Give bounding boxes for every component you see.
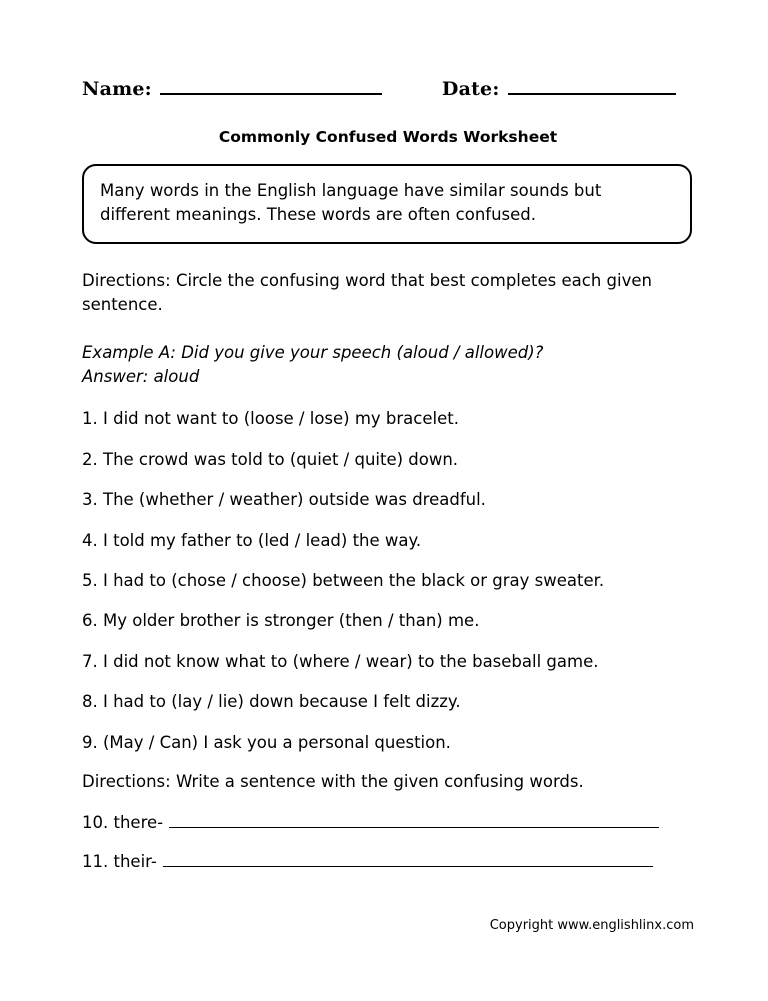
list-item[interactable]: 4. I told my father to (led / lead) the way. — [82, 530, 422, 550]
directions-write: Directions: Write a sentence with the given confusing words. — [82, 772, 584, 792]
intro-box: Many words in the English language have similar sounds but different meanings. These words are often confused. — [82, 164, 692, 244]
list-item[interactable]: 2. The crowd was told to (quiet / quite) down. — [82, 449, 459, 469]
write-item-label: 11. their- — [82, 852, 157, 872]
list-item[interactable]: 7. I did not know what to (where / wear) to the baseball game. — [82, 651, 599, 671]
student-header — [82, 78, 702, 100]
write-item — [82, 813, 702, 832]
question-list — [82, 408, 702, 753]
page-title: Commonly Confused Words Worksheet — [218, 128, 558, 146]
list-item[interactable]: 5. I had to (chose / choose) between the black or gray sweater. — [82, 570, 605, 590]
list-item[interactable]: 9. (May / Can) I ask you a personal question. — [82, 732, 451, 752]
list-item[interactable]: 3. The (whether / weather) outside was dreadful. — [82, 490, 486, 510]
write-answer-line[interactable] — [163, 853, 653, 867]
write-item-label: 10. there- — [82, 813, 164, 833]
list-item[interactable]: 6. My older brother is stronger (then / than) me. — [82, 611, 480, 631]
copyright-notice: Copyright www.englishlinx.com — [489, 918, 694, 933]
name-input-line[interactable] — [160, 79, 382, 95]
example-answer: Answer: aloud — [82, 367, 200, 387]
directions-circle: Directions: Circle the confusing word that best completes each given sentence. — [82, 270, 652, 314]
example-block — [82, 341, 702, 391]
date-input-line[interactable] — [508, 79, 676, 95]
name-label: Name: — [82, 78, 152, 100]
list-item[interactable]: 1. I did not want to (loose / lose) my bracelet. — [82, 409, 459, 429]
list-item[interactable]: 8. I had to (lay / lie) down because I felt dizzy. — [82, 692, 461, 712]
example-prompt: Example A: Did you give your speech (aloud / allowed)? — [82, 342, 544, 362]
write-answer-line[interactable] — [169, 814, 659, 828]
write-item — [82, 852, 702, 871]
date-label: Date: — [441, 78, 500, 100]
